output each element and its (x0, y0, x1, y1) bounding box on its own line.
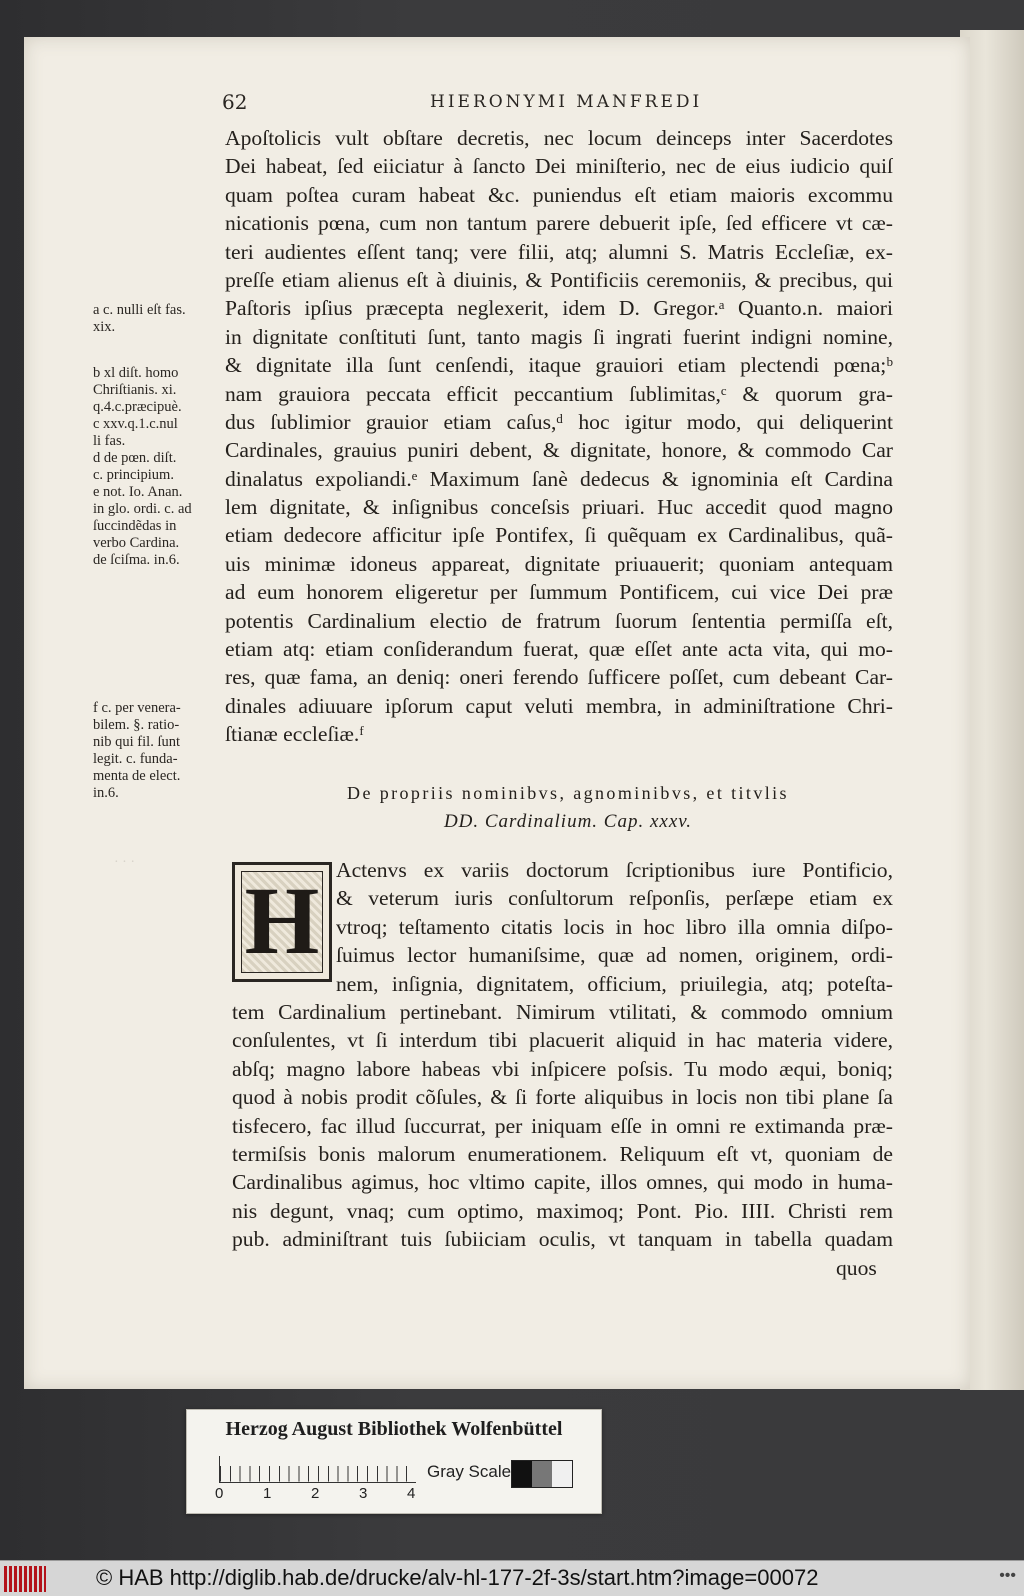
text-line: ad eum honorem eligeretur per ſummum Pontificem, cui vice Dei præ (225, 580, 893, 605)
text-line: & veterum iuris conſultorum reſponſis, perſæpe etiam ex (336, 886, 893, 911)
gray-scale-label: Gray Scale (427, 1462, 512, 1481)
gray-swatch-black (512, 1461, 532, 1487)
text-line: nis degunt, vnaq; cum optimo, maximoq; Pont. Pio. IIII. Christi rem (232, 1198, 893, 1223)
gray-swatch-mid (532, 1461, 552, 1487)
text-line: ſuimus lector humaniſsime, quæ ad nomen, originem, ordi- (336, 943, 893, 968)
text-line: nam grauiora peccata efficit peccantium ſublimitas,ᶜ & quorum gra- (225, 381, 893, 406)
margin-notes-b-e (93, 365, 223, 569)
margin-note-line: in.6. (93, 785, 119, 801)
text-line: preſſe etiam alienus eſt à diuinis, & Pontificiis ceremoniis, & precibus, qui (225, 267, 893, 292)
main-text-block (225, 124, 893, 749)
text-line: dus ſublimior grauior etiam caſus,ᵈ hoc igitur modo, qui deliquerint (225, 409, 893, 434)
margin-note-line: in glo. ordi. c. ad (93, 501, 192, 517)
margin-note-line: f c. per venera- (93, 700, 181, 716)
viewer-footer (0, 1560, 1024, 1596)
ruler-number: 3 (359, 1485, 368, 1502)
text-line: pub. adminiſtrant tuis ſubiiciam oculis, vt tanquam in tabella quadam (232, 1227, 893, 1252)
ruler-numbers (215, 1485, 435, 1505)
text-line: dinales adiuuare ipſorum caput veluti membra, in adminiſtratione Chri- (225, 693, 893, 718)
margin-note-line: c xxv.q.1.c.nul (93, 416, 178, 432)
text-line: conſulentes, vt ſi interdum tibi placuerit aliquid in hac materia videre, (232, 1028, 893, 1053)
margin-note-line: ſuccindẽdas in (93, 518, 177, 534)
folio-number: 62 (222, 90, 248, 114)
text-line: lem dignitate, & inſignibus conceſsis priuari. Huc accedit quod magno (225, 495, 893, 520)
text-line: abſq; magno labore habeas vbi inſpicere poſsis. Tu modo æqui, boniq; (232, 1056, 893, 1081)
margin-note-line: legit. c. funda- (93, 751, 178, 767)
text-line: etiam atq: etiam conſiderandum fuerat, quæ eſſet ante acta vita, qui mo- (225, 637, 893, 662)
margin-note-line: menta de elect. (93, 768, 181, 784)
drop-cap-letter: H (244, 867, 320, 974)
section-text-indented (336, 856, 893, 998)
margin-note-f (93, 700, 223, 802)
ruler-number: 1 (263, 1485, 272, 1502)
text-line: termiſsis bonis malorum enumerationem. Reliquum eſt vt, quoniam de (232, 1141, 893, 1166)
ruler-number: 4 (407, 1485, 416, 1502)
running-head (0, 90, 1024, 116)
ruler-number: 0 (215, 1485, 224, 1502)
margin-note-line: de ſciſma. in.6. (93, 552, 180, 568)
margin-note-line: d de pœn. diſt. (93, 450, 177, 466)
text-line: uis minimæ idoneus appareat, dignitate priuauerit; quoniam antequam (225, 551, 893, 576)
margin-note-line: b xl diſt. homo (93, 365, 179, 381)
margin-note-line: e not. Io. Anan. (93, 484, 183, 500)
text-line: & dignitate illa ſunt cenſendi, itaque grauiori etiam plectendi pœna;ᵇ (225, 353, 893, 378)
chapter-heading: De propriis nominibvs, agnominibvs, et titvlis (347, 783, 789, 803)
running-head-title: HIERONYMI MANFREDI (430, 92, 703, 112)
decorated-initial (232, 862, 332, 982)
margin-note-line: verbo Cardina. (93, 535, 180, 551)
catchword: quos (836, 1256, 877, 1280)
scale-ruler (219, 1456, 416, 1483)
text-line: in dignitate conſtituti ſunt, tanto magis ſi ingrati fuerint indigni nomine, (225, 324, 893, 349)
more-options-icon[interactable]: ••• (999, 1567, 1016, 1584)
hab-logo-icon (4, 1566, 46, 1592)
text-line: res, quæ fama, an deniq: oneri ferendo ſufficere poſſet, cum debeant Car- (225, 665, 893, 690)
gray-scale-swatches (511, 1460, 573, 1488)
text-line: tem Cardinalium pertinebant. Nimirum vtilitati, & commodo omnium (232, 1000, 893, 1024)
margin-note-line: xix. (93, 319, 116, 335)
margin-note-line: Chriſtianis. xi. (93, 382, 177, 398)
margin-note-a (93, 302, 223, 336)
text-line: Dei habeat, ſed eiiciatur à ſancto Dei miniſterio, nec de eius iudicio quiſ (225, 154, 893, 179)
text-line: etiam dedecore afficitur ipſe Pontifex, ſi quẽquam ex Cardinalibus, quã- (225, 523, 893, 548)
margin-note-line: bilem. §. ratio- (93, 717, 180, 733)
section-text-full (232, 998, 893, 1254)
text-line: nicationis pœna, cum non tantum parere debuerit ipſe, ſed efficere vt cæ- (225, 211, 893, 236)
text-line: potentis Cardinalium electio de fratrum ſuorum ſententia permiſſa eſt, (225, 608, 893, 633)
footer-url[interactable]: © HAB http://diglib.hab.de/drucke/alv-hl-177-2f-3s/start.htm?image=00072 (96, 1565, 819, 1590)
text-line: dinalatus expoliandi.ᵉ Maximum ſanè dedecus & ignominia eſt Cardina (225, 466, 893, 491)
text-line: Cardinalibus agimus, hoc vltimo capite, illos omnes, qui modo in huma- (232, 1170, 893, 1195)
text-line: nem, inſignia, dignitatem, officium, priuilegia, atq; poteſta- (336, 971, 893, 996)
margin-note-line: nib qui fil. ſunt (93, 734, 180, 750)
color-calibration-card (186, 1409, 602, 1514)
gray-swatch-white (552, 1461, 572, 1487)
text-line: ſtianæ eccleſiæ.ᶠ (225, 722, 364, 747)
text-line: Cardinales, grauius puniri debent, & dignitate, honore, & commodo Car (225, 438, 893, 463)
text-line: Paſtoris ipſius præcepta neglexerit, idem D. Gregor.ᵃ Quanto.n. maiori (225, 296, 893, 321)
text-line: Actenvs ex variis doctorum ſcriptionibus iure Pontificio, (336, 858, 893, 882)
text-line: quam poſtea curam habeat &c. puniendus eſt etiam maioris excommu (225, 182, 893, 207)
text-line: teri audientes eſſent tanq; vere filii, atq; alumni S. Matris Eccleſiæ, ex- (225, 239, 893, 264)
text-line: tisfecero, fac illud ſuccurrat, per iniquam eſſe in omni re extimanda præ- (232, 1113, 893, 1138)
text-line: Apoſtolicis vult obſtare decretis, nec locum deinceps inter Sacerdotes (225, 126, 893, 150)
text-line: quod à nobis prodit cõſules, & ſi forte aliquibus in locis non tibi plane ſa (232, 1085, 893, 1110)
margin-note-line: a c. nulli eſt fas. (93, 302, 186, 318)
margin-note-line: li fas. (93, 433, 126, 449)
margin-note-line: c. principium. (93, 467, 174, 483)
text-line: vtroq; teſtamento citatis locis in hoc libro illa omnia diſpo- (336, 914, 893, 939)
chapter-subheading: DD. Cardinalium. Cap. xxxv. (443, 811, 693, 832)
library-name: Herzog August Bibliothek Wolfenbüttel (225, 1418, 563, 1440)
ruler-number: 2 (311, 1485, 320, 1502)
bleed-through: · · · (114, 855, 135, 870)
margin-note-line: q.4.c.præcipuè. (93, 399, 182, 415)
